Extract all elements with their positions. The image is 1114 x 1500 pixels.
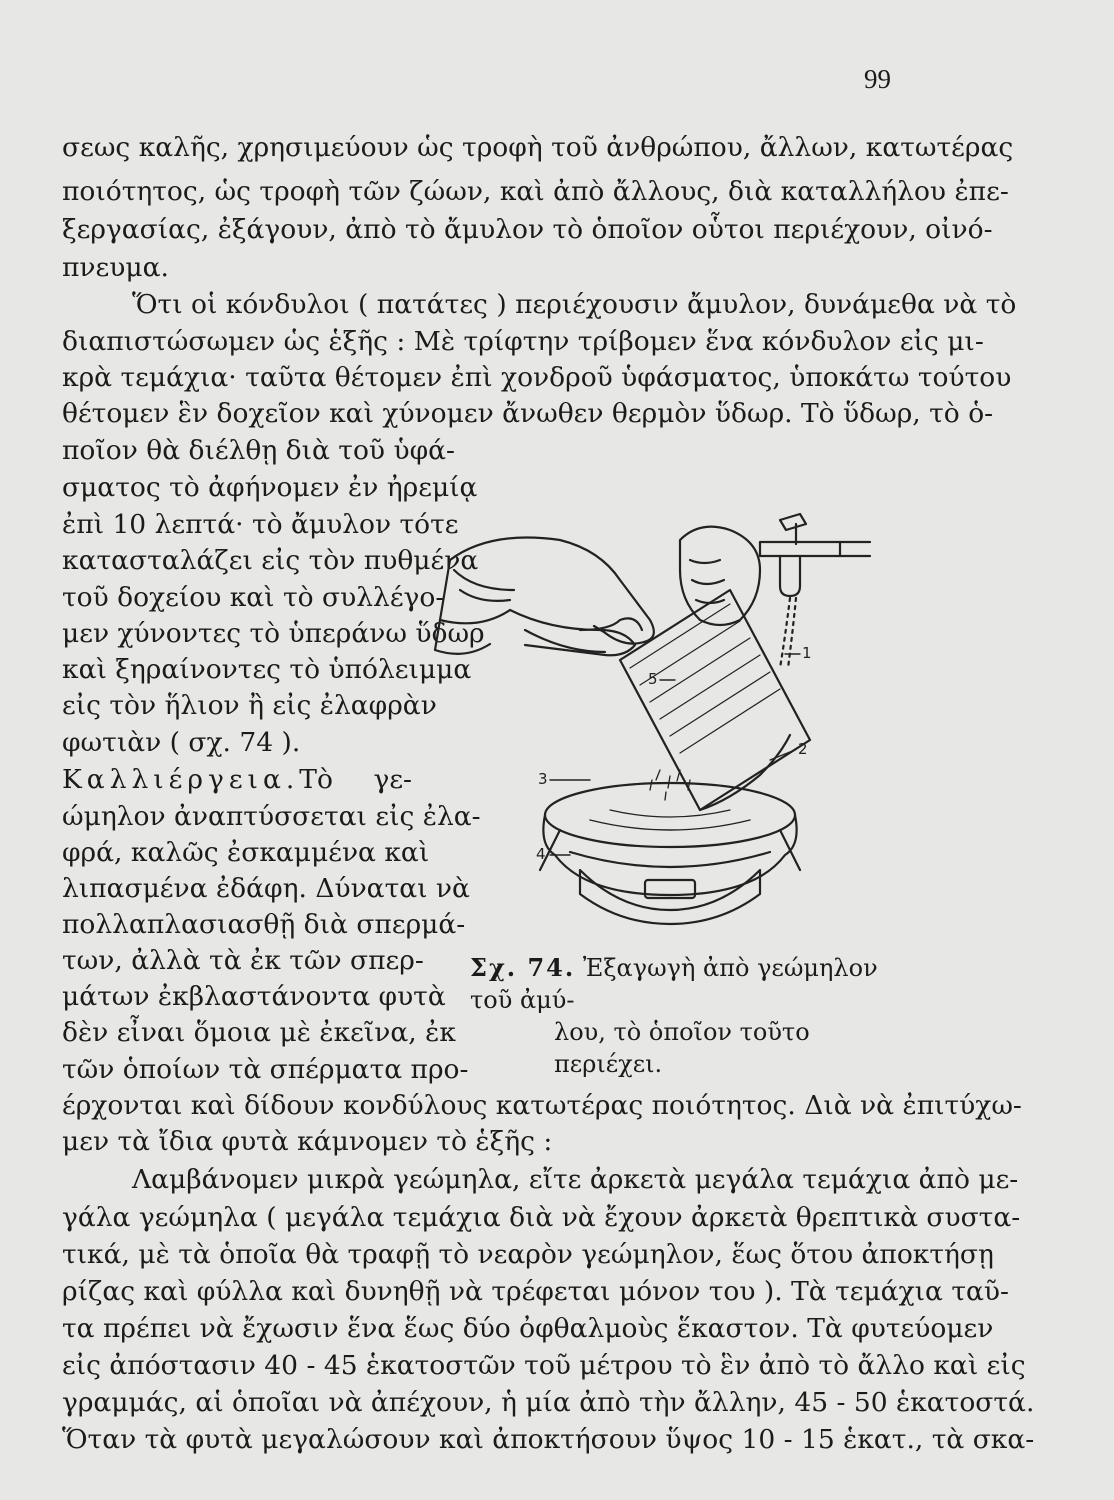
text-line: γραμμάς, αἱ ὁποῖαι νὰ ἀπέχουν, ἡ μία ἀπὸ τὴν ἄλλην, 45 - 50 ἑκατοστά.: [62, 1387, 1035, 1418]
text-line: γάλα γεώμηλα ( μεγάλα τεμάχια διὰ νὰ ἔχουν ἀρκετὰ θρεπτικὰ συστα-: [62, 1202, 1021, 1233]
text-line: σεως καλῆς, χρησιμεύουν ὡς τροφὴ τοῦ ἀνθρώπου, ἄλλων, κατωτέρας: [62, 132, 1014, 163]
text-line: εἰς τὸν ἥλιον ἢ εἰς ἐλαφρὰν: [62, 690, 437, 721]
text-line: δὲν εἶναι ὅμοια μὲ ἐκεῖνα, ἐκ: [62, 1017, 456, 1048]
text-line: Ὅταν τὰ φυτὰ μεγαλώσουν καὶ ἀποκτήσουν ὕψος 10 - 15 ἑκατ., τὰ σκα-: [62, 1424, 1035, 1455]
figure-caption-line-1: Ἐξαγωγὴ ἀπὸ γεώμηλον τοῦ ἀμύ-: [470, 954, 878, 1014]
text-line: ἐπὶ 10 λεπτά· τὸ ἄμυλον τότε: [62, 509, 459, 540]
text-line: πολλαπλασιασθῇ διὰ σπερμά-: [62, 909, 466, 940]
text-line: ώμηλον ἀναπτύσσεται εἰς ἐλα-: [62, 801, 481, 832]
text-line: μεν χύνοντες τὸ ὑπεράνω ὕδωρ: [62, 618, 485, 649]
text-line: διαπιστώσωμεν ὡς ἑξῆς : Μὲ τρίφτην τρίβομεν ἕνα κόνδυλον εἰς μι-: [62, 326, 984, 357]
figure-74-illustration: [430, 480, 880, 950]
figure-caption-label: Σχ. 74.: [470, 953, 576, 982]
text-line: ξεργασίας, ἐξάγουν, ἀπὸ τὸ ἄμυλον τὸ ὁποῖον οὗτοι περιέχουν, οἰνό-: [62, 214, 993, 245]
text-line: πνευμα.: [62, 252, 169, 283]
text-line: φωτιὰν ( σχ. 74 ).: [62, 727, 301, 758]
water-tap-icon: [760, 514, 870, 596]
text-line: τῶν ὁποίων τὰ σπέρματα προ-: [62, 1054, 469, 1085]
figure-label-2: 2: [798, 740, 808, 758]
text-line: κρὰ τεμάχια· ταῦτα θέτομεν ἐπὶ χονδροῦ ὑφάσματος, ὑποκάτω τούτου: [62, 362, 1012, 393]
figure-caption-line-2: λου, τὸ ὁποῖον τοῦτο περιέχει.: [554, 1018, 810, 1078]
falling-gratings: [650, 770, 690, 800]
cloth-covered-bowl-icon: [540, 783, 800, 924]
figure-label-4: 4: [536, 845, 546, 863]
page-number: 99: [864, 64, 891, 94]
figure-label-1: 1: [802, 644, 812, 662]
text-line: ποιότητος, ὡς τροφὴ τῶν ζώων, καὶ ἀπὸ ἄλλους, διὰ καταλλήλου ἐπε-: [62, 176, 1009, 207]
grater-icon: [620, 590, 810, 810]
text-line: θέτομεν ἓν δοχεῖον καὶ χύνομεν ἄνωθεν θερμὸν ὕδωρ. Τὸ ὕδωρ, τὸ ὁ-: [62, 398, 994, 429]
heading-continuation: Τὸ γε-: [299, 764, 412, 795]
hand-with-potato-icon: [435, 538, 654, 656]
text-line: ποῖον θὰ διέλθῃ διὰ τοῦ ὑφά-: [62, 435, 455, 466]
figure-label-5: 5: [648, 670, 658, 688]
figure-label-3: 3: [538, 770, 548, 788]
text-line: φρά, καλῶς ἐσκαμμένα καὶ: [62, 837, 430, 868]
text-line: έρχονται καὶ δίδουν κονδύλους κατωτέρας ποιότητος. Διὰ νὰ ἐπιτύχω-: [62, 1090, 1022, 1121]
text-line: εἰς ἀπόστασιν 40 - 45 ἑκατοστῶν τοῦ μέτρου τὸ ἓν ἀπὸ τὸ ἄλλο καὶ εἰς: [62, 1350, 1026, 1381]
text-line: λιπασμένα ἐδάφη. Δύναται νὰ: [62, 873, 470, 904]
section-heading-line: [62, 762, 412, 798]
text-line: μάτων ἐκβλαστάνοντα φυτὰ: [62, 981, 446, 1012]
text-line: τα πρέπει νὰ ἔχωσιν ἕνα ἕως δύο ὀφθαλμοὺς ἕκαστον. Τὰ φυτεύομεν: [62, 1313, 994, 1344]
text-line: μεν τὰ ἴδια φυτὰ κάμνομεν τὸ ἑξῆς :: [62, 1126, 553, 1157]
text-line: καὶ ξηραίνοντες τὸ ὑπόλειμμα: [62, 654, 472, 685]
text-line: σματος τὸ ἀφήνομεν ἐν ἠρεμίᾳ: [62, 472, 478, 503]
figure-caption: [470, 952, 900, 1080]
text-line: των, ἀλλὰ τὰ ἐκ τῶν σπερ-: [62, 945, 424, 976]
text-line: τοῦ δοχείου καὶ τὸ συλλέγο-: [62, 582, 445, 613]
text-line-indented: Λαμβάνομεν μικρὰ γεώμηλα, εἴτε ἀρκετὰ μεγάλα τεμάχια ἀπὸ με-: [132, 1164, 1019, 1195]
text-line: κατασταλάζει εἰς τὸν πυθμένα: [62, 545, 479, 576]
section-heading: Καλλιέργεια.: [62, 764, 300, 795]
text-line: ρίζας καὶ φύλλα καὶ δυνηθῇ νὰ τρέφεται μόνον του ). Τὰ τεμάχια ταῦ-: [62, 1276, 1009, 1307]
text-line: τικά, μὲ τὰ ὁποῖα θὰ τραφῇ τὸ νεαρὸν γεώμηλον, ἕως ὅτου ἀποκτήσῃ: [62, 1239, 994, 1270]
text-line-indented: Ὅτι οἱ κόνδυλοι ( πατάτες ) περιέχουσιν ἄμυλον, δυνάμεθα νὰ τὸ: [132, 289, 1017, 320]
